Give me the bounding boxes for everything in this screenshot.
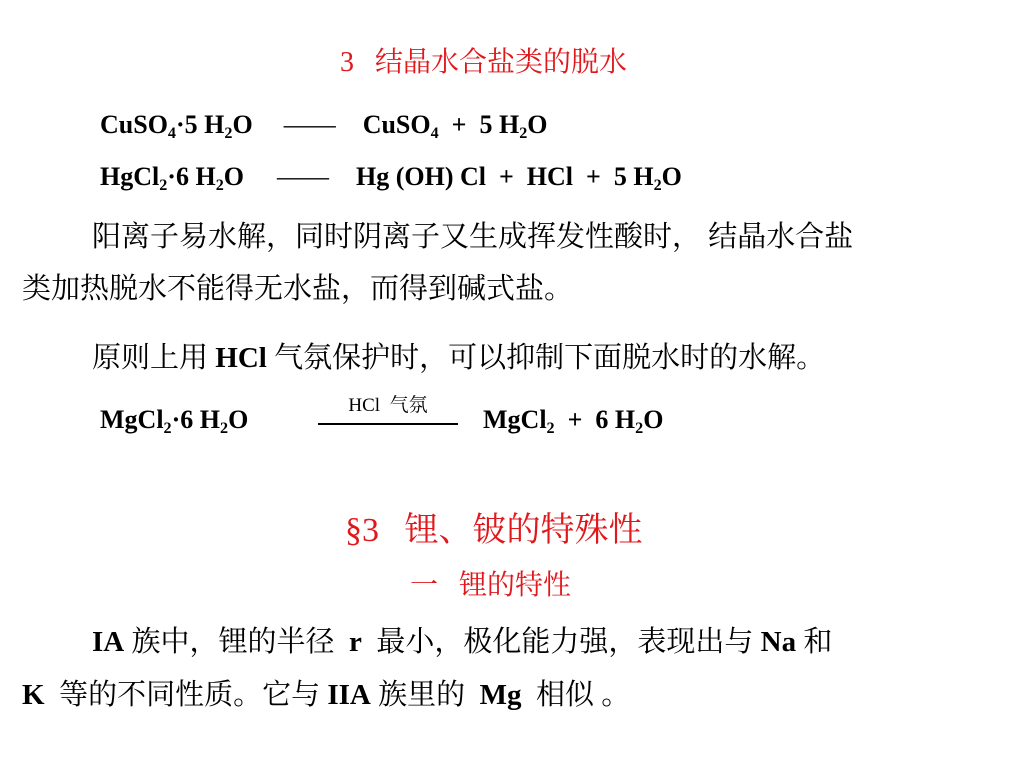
paragraph-lithium-line-2 (22, 672, 630, 713)
eq3-right-formula: MgCl (483, 405, 547, 434)
eq1-left-end: O (232, 110, 253, 139)
eq1-reaction-dash: —— (283, 110, 336, 139)
eq3-left-hydrate: ·6 H (171, 405, 221, 434)
eq3-right-subscript-2: 2 (635, 419, 644, 437)
eq3-left-subscript-2: 2 (220, 419, 229, 437)
eq1-left-formula: CuSO (100, 110, 168, 139)
eq1-right-end: O (527, 110, 548, 139)
paragraph-lithium-line-1 (92, 619, 832, 660)
paragraph-hcl-formula: HCl (215, 342, 267, 374)
eq3-right-end: O (643, 405, 664, 434)
eq3-right-subscript: 2 (546, 419, 555, 437)
equation-cuso4 (100, 110, 548, 140)
eq1-right-subscript: 4 (430, 124, 439, 142)
paragraph-lithium-text-1b: 最小，极化能力强，表现出与 (361, 626, 761, 658)
paragraph-lithium-text-1a: 族中，锂的半径 (124, 626, 349, 658)
eq2-left-formula: HgCl (100, 162, 160, 191)
paragraph-hydrolysis-text-2: 类加热脱水不能得无水盐，而得到碱式盐。 (22, 273, 574, 305)
eq3-condition-line (318, 423, 458, 425)
paragraph-hcl-pre: 原则上用 (92, 342, 216, 374)
section-heading-text: §3 锂、铍的特殊性 (345, 512, 643, 549)
potassium-symbol: K (22, 679, 45, 711)
eq2-right-products: Hg (OH) Cl + HCl + 5 H (356, 162, 654, 191)
eq2-left-hydrate: ·6 H (167, 162, 216, 191)
eq2-left-end: O (223, 162, 244, 191)
radius-symbol: r (349, 626, 362, 658)
paragraph-hydrolysis-text-1: 阳离子易水解，同时阴离子又生成挥发性酸时， 结晶水合盐 (92, 221, 854, 253)
paragraph-lithium-text-2c: 相似 。 (521, 679, 631, 711)
group-ia-label: IA (92, 626, 125, 658)
eq1-right-water: + 5 H (438, 110, 520, 139)
paragraph-lithium-text-2b: 族里的 (370, 679, 480, 711)
eq3-left-end: O (228, 405, 249, 434)
eq3-right-water: + 6 H (554, 405, 636, 434)
paragraph-hydrolysis-line-2 (22, 266, 573, 307)
subsection-heading (410, 563, 571, 603)
eq3-condition-label: HCl 气氛 (348, 395, 428, 416)
eq2-right-subscript: 2 (653, 176, 662, 194)
eq1-left-subscript-2: 2 (224, 124, 233, 142)
magnesium-symbol: Mg (479, 679, 522, 711)
paragraph-lithium-text-1c: 和 (796, 626, 833, 658)
eq3-left-subscript: 2 (163, 419, 172, 437)
eq1-left-hydrate: ·5 H (175, 110, 225, 139)
group-iia-label: IIA (327, 679, 371, 711)
section-heading (345, 502, 643, 551)
eq3-condition-arrow (318, 390, 458, 425)
paragraph-hydrolysis-line-1 (92, 214, 853, 255)
eq3-left-formula: MgCl (100, 405, 164, 434)
equation-mgcl2 (100, 405, 248, 435)
eq1-right-formula: CuSO (362, 110, 431, 139)
section-3-heading (340, 40, 627, 80)
paragraph-lithium-text-2a: 等的不同性质。它与 (44, 679, 328, 711)
eq1-right-subscript-2: 2 (519, 124, 528, 142)
sodium-symbol: Na (760, 626, 797, 658)
section-3-heading-text: 3 结晶水合盐类的脱水 (340, 47, 628, 78)
equation-hgcl2 (100, 162, 682, 192)
eq2-right-end: O (661, 162, 682, 191)
subsection-heading-text: 一 锂的特性 (410, 570, 572, 601)
eq2-reaction-dash: —— (277, 162, 329, 191)
paragraph-hcl-post: 气氛保护时，可以抑制下面脱水时的水解。 (266, 342, 826, 374)
paragraph-hcl-protection (92, 335, 825, 376)
equation-mgcl2-products (483, 405, 663, 435)
eq2-left-subscript-2: 2 (215, 176, 224, 194)
eq1-left-subscript: 4 (167, 124, 176, 142)
eq2-left-subscript: 2 (159, 176, 168, 194)
